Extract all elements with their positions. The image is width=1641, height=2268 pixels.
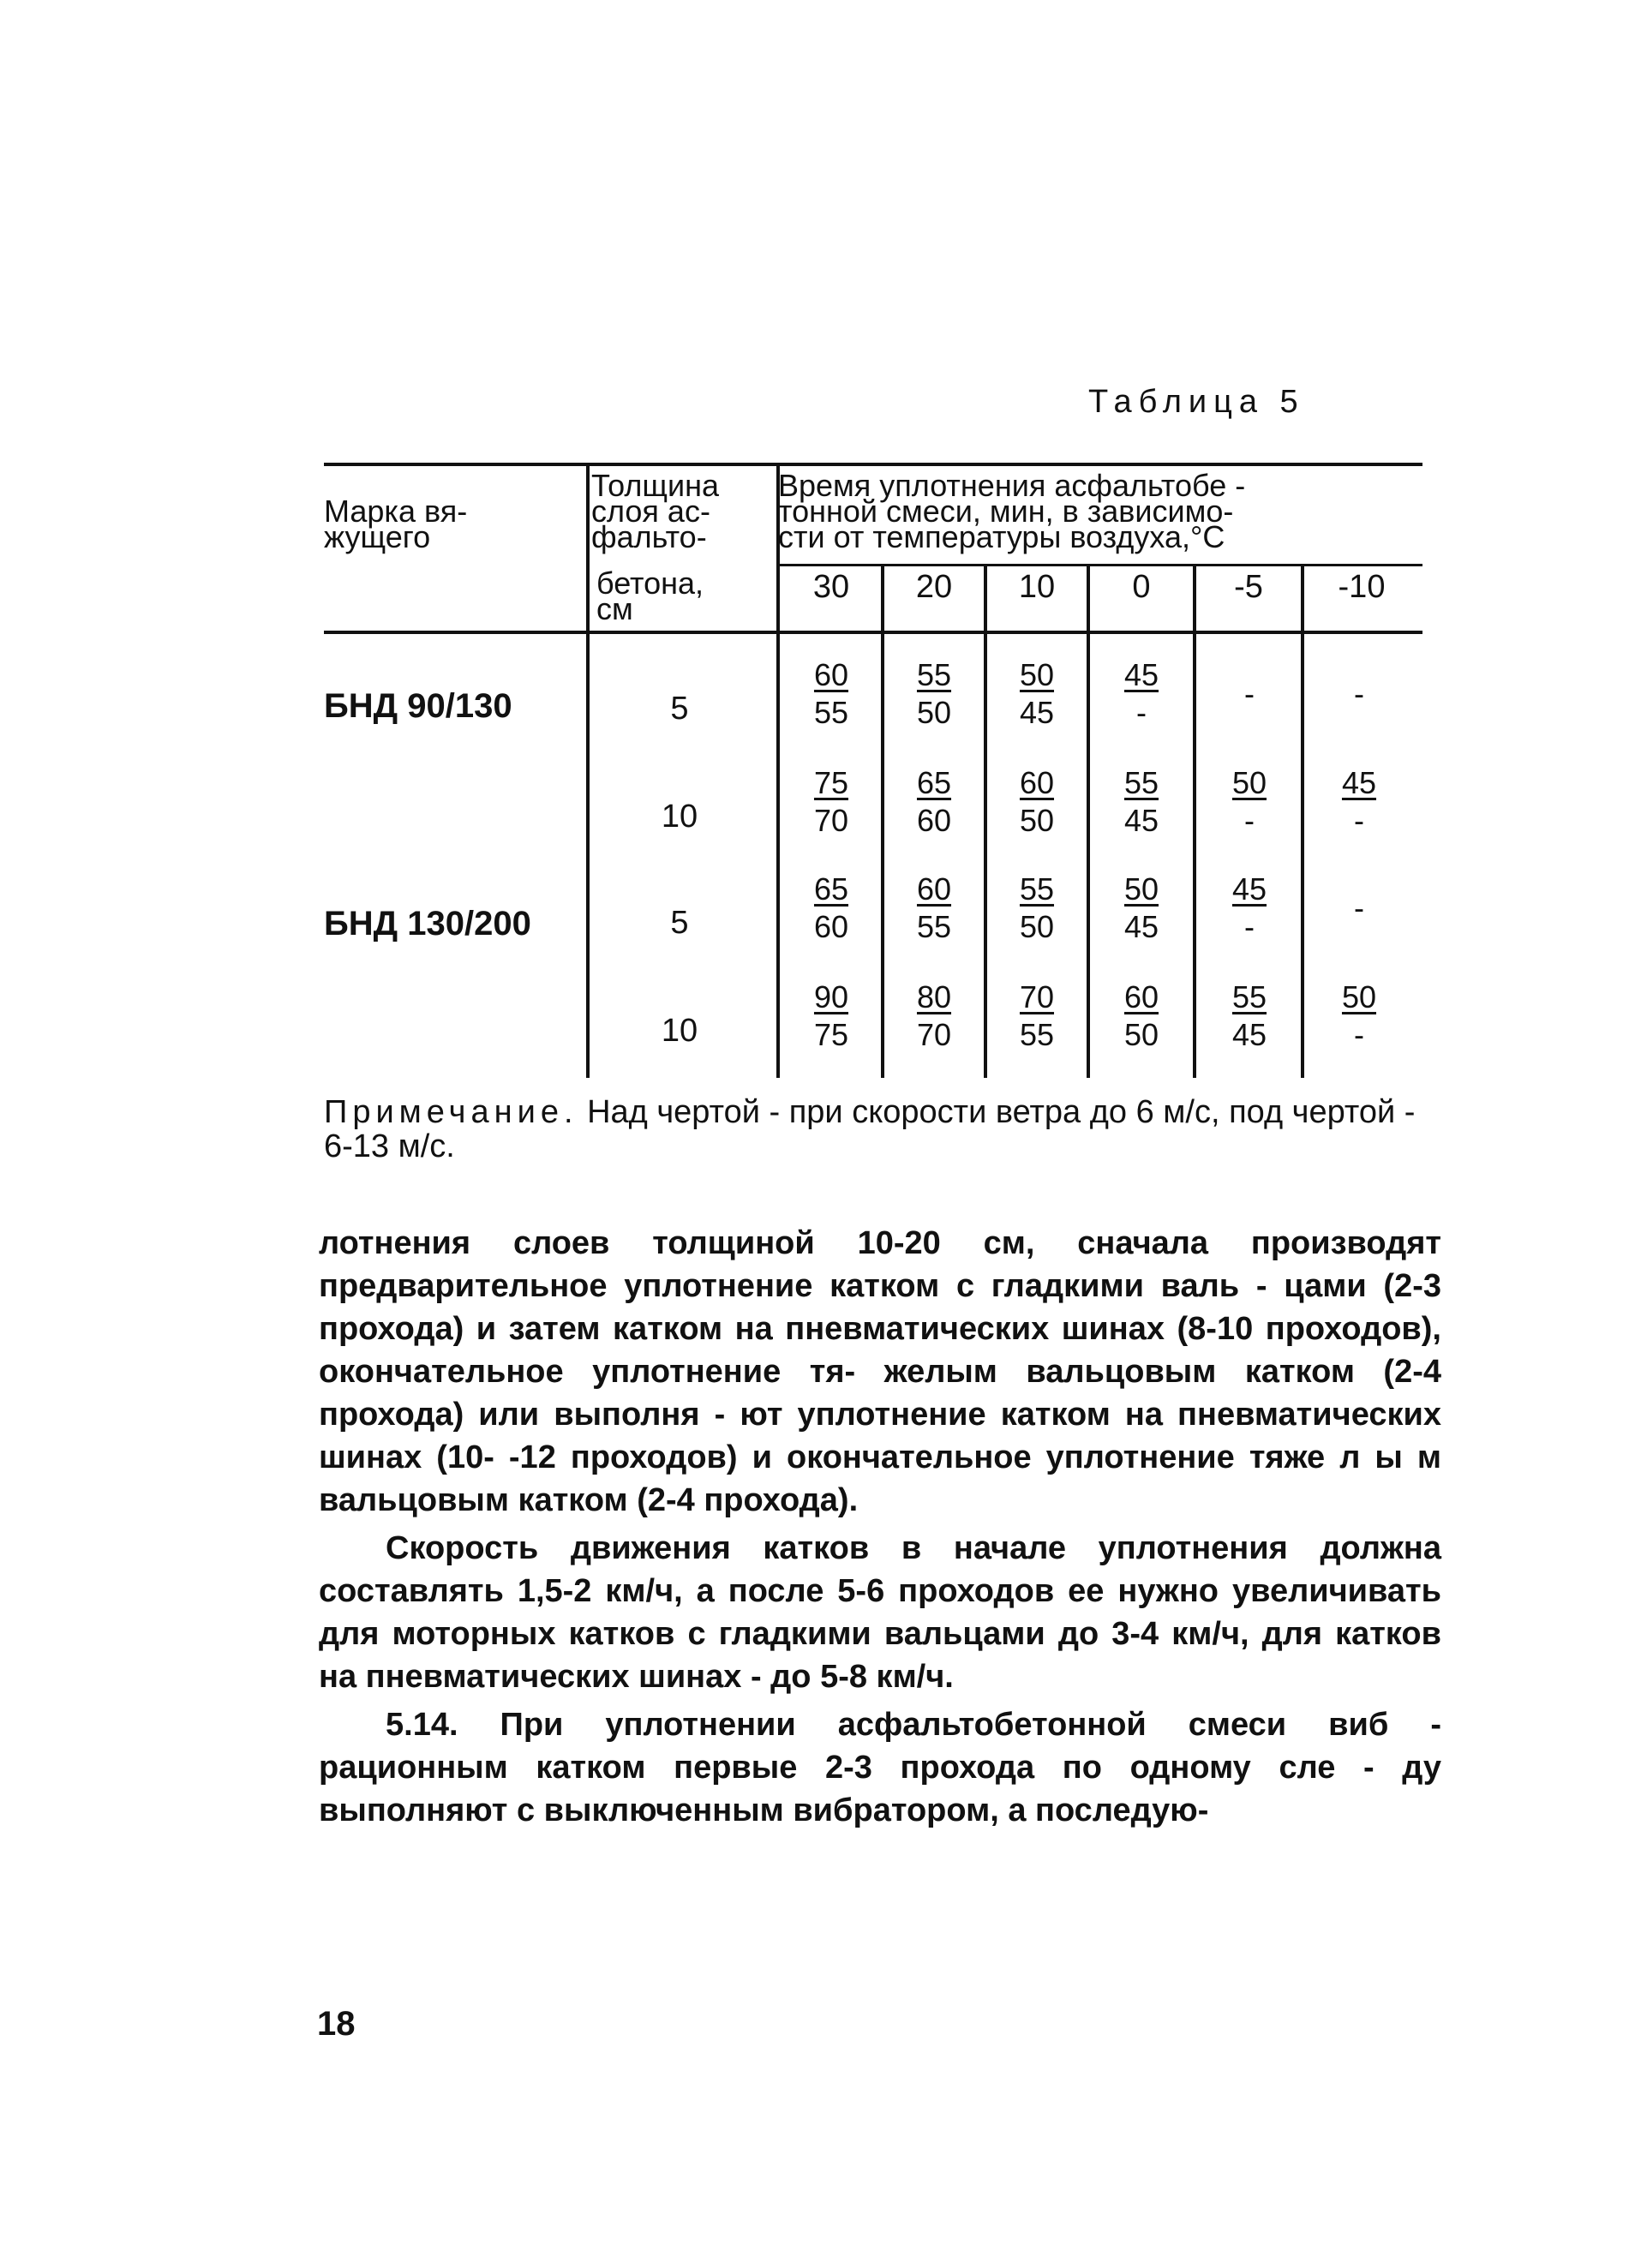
cell-value-above-line: 55 bbox=[1019, 871, 1055, 907]
cell-value-above-line: 70 bbox=[1019, 979, 1055, 1014]
table-cell bbox=[1316, 889, 1402, 927]
table-cell bbox=[1316, 978, 1402, 1054]
table-cell bbox=[1099, 978, 1184, 1054]
table-cell bbox=[1316, 764, 1402, 840]
column-rule bbox=[984, 564, 987, 1078]
cell-value: - bbox=[1354, 890, 1364, 925]
temp-header: 10 bbox=[1018, 569, 1056, 605]
cell-value-above-line: 75 bbox=[813, 765, 849, 800]
cell-value-above-line: 45 bbox=[1231, 871, 1267, 907]
cell-value-below-line: 50 bbox=[1123, 1017, 1159, 1052]
temp-header: -10 bbox=[1338, 569, 1386, 605]
cell-value-below-line: 55 bbox=[1019, 1017, 1055, 1052]
thickness-value: 5 bbox=[670, 691, 689, 727]
cell-value-below-line: - bbox=[1244, 803, 1255, 838]
thickness-value: 5 bbox=[670, 905, 689, 941]
table-cell bbox=[1099, 764, 1184, 840]
cell-value: - bbox=[1244, 676, 1255, 711]
body-text bbox=[319, 1222, 1441, 1837]
cell-value-below-line: 45 bbox=[1123, 803, 1159, 838]
cell-value-above-line: 60 bbox=[1019, 765, 1055, 800]
table-cell bbox=[1207, 764, 1292, 840]
table-cell bbox=[994, 656, 1080, 732]
table-cell bbox=[891, 871, 977, 946]
table-note bbox=[324, 1095, 1429, 1164]
column-rule bbox=[776, 463, 780, 1078]
table-cell bbox=[994, 764, 1080, 840]
header-layer-thickness-unit: бетона, см bbox=[596, 566, 704, 626]
cell-value-below-line: 70 bbox=[813, 803, 849, 838]
cell-value-below-line: - bbox=[1354, 1017, 1364, 1052]
cell-value-below-line: - bbox=[1136, 695, 1147, 730]
binder-grade-label: БНД 90/130 bbox=[324, 687, 512, 725]
cell-value-below-line: - bbox=[1244, 909, 1255, 944]
cell-value-above-line: 65 bbox=[813, 871, 849, 907]
header-binder-grade: Марка вя- жущего bbox=[324, 494, 468, 554]
cell-value-above-line: 50 bbox=[1019, 657, 1055, 692]
note-text: Над чертой - при скорости ветра до 6 м/с, под чертой - 6-13 м/с. bbox=[324, 1094, 1416, 1164]
table-cell bbox=[1207, 675, 1292, 713]
column-rule bbox=[586, 463, 590, 1078]
column-rule bbox=[1301, 564, 1304, 1078]
cell-value-above-line: 50 bbox=[1341, 979, 1377, 1014]
table-cell bbox=[994, 871, 1080, 946]
column-rule bbox=[881, 564, 884, 1078]
header-compaction-time: Время уплотнения асфальтобе - тонной смеси, мин, в зависимо- сти от температуры воздуха,°С bbox=[778, 468, 1246, 554]
cell-value: - bbox=[1354, 676, 1364, 711]
temperature-rule bbox=[780, 564, 1422, 566]
cell-value-below-line: 45 bbox=[1019, 695, 1055, 730]
cell-value-below-line: 50 bbox=[1019, 909, 1055, 944]
thickness-value: 10 bbox=[661, 1013, 698, 1049]
table-cell bbox=[891, 978, 977, 1054]
table-cell bbox=[1207, 978, 1292, 1054]
cell-value-above-line: 60 bbox=[1123, 979, 1159, 1014]
temp-header: 30 bbox=[812, 569, 850, 605]
header-bottom-rule bbox=[324, 631, 1422, 634]
cell-value-above-line: 55 bbox=[916, 657, 952, 692]
page-number: 18 bbox=[317, 2005, 356, 2043]
cell-value-below-line: 55 bbox=[813, 695, 849, 730]
table-cell bbox=[994, 978, 1080, 1054]
table-cell bbox=[788, 871, 874, 946]
note-label: Примечание. bbox=[324, 1094, 578, 1130]
cell-value-below-line: 70 bbox=[916, 1017, 952, 1052]
table-cell bbox=[1099, 871, 1184, 946]
cell-value-below-line: 45 bbox=[1123, 909, 1159, 944]
cell-value-above-line: 55 bbox=[1123, 765, 1159, 800]
paragraph: Скорость движения катков в начале уплотнения должна составлять 1,5-2 км/ч, а после 5-6 проходов ее нужно увеличивать для моторных катков с гладкими вальцами до 3-4 км/ч, для катков на пневматических шинах - до 5-8 км/ч. bbox=[319, 1530, 1441, 1695]
temp-header: 20 bbox=[915, 569, 953, 605]
cell-value-above-line: 45 bbox=[1123, 657, 1159, 692]
thickness-value: 10 bbox=[661, 799, 698, 835]
cell-value-below-line: 75 bbox=[813, 1017, 849, 1052]
cell-value-above-line: 60 bbox=[813, 657, 849, 692]
cell-value-below-line: 50 bbox=[1019, 803, 1055, 838]
cell-value-below-line: 45 bbox=[1231, 1017, 1267, 1052]
cell-value-below-line: 60 bbox=[916, 803, 952, 838]
data-table bbox=[324, 463, 1422, 1080]
binder-grade-label: БНД 130/200 bbox=[324, 905, 531, 943]
table-cell bbox=[1207, 871, 1292, 946]
paragraph: 5.14. При уплотнении асфальтобетонной смеси виб - рационным катком первые 2-3 прохода по одному сле - ду выполняют с выключенным вибратором, а последую- bbox=[319, 1707, 1441, 1828]
cell-value-below-line: 50 bbox=[916, 695, 952, 730]
temp-header: 0 bbox=[1132, 569, 1151, 605]
table-caption: Таблица 5 bbox=[1088, 384, 1305, 420]
temp-header: -5 bbox=[1234, 569, 1263, 605]
table-cell bbox=[1099, 656, 1184, 732]
cell-value-below-line: 55 bbox=[916, 909, 952, 944]
cell-value-above-line: 55 bbox=[1231, 979, 1267, 1014]
paragraph: лотнения слоев толщиной 10-20 см, сначала производят предварительное уплотнение катком с гладкими валь - цами (2-3 прохода) и затем катком на пневматических шинах (8-10 проходов), окончательное уплотнение тя- желым вальцовым катком (2-4 прохода) или выполня - ют уплотнение катком на пневматических шинах (10- -12 проходов) и окончательное уплотнение тяже л ы м вальцовым катком (2-4 прохода). bbox=[319, 1225, 1441, 1518]
column-rule bbox=[1193, 564, 1196, 1078]
cell-value-above-line: 50 bbox=[1123, 871, 1159, 907]
table-cell bbox=[1316, 675, 1402, 713]
cell-value-above-line: 65 bbox=[916, 765, 952, 800]
cell-value-below-line: 60 bbox=[813, 909, 849, 944]
table-cell bbox=[788, 656, 874, 732]
table-top-rule bbox=[324, 463, 1422, 466]
table-cell bbox=[788, 764, 874, 840]
table-cell bbox=[788, 978, 874, 1054]
header-layer-thickness: Толщина слоя ас- фальто- bbox=[591, 468, 720, 554]
column-rule bbox=[1087, 564, 1090, 1078]
cell-value-above-line: 50 bbox=[1231, 765, 1267, 800]
table-cell bbox=[891, 656, 977, 732]
cell-value-above-line: 45 bbox=[1341, 765, 1377, 800]
table-cell bbox=[891, 764, 977, 840]
cell-value-below-line: - bbox=[1354, 803, 1364, 838]
cell-value-above-line: 60 bbox=[916, 871, 952, 907]
cell-value-above-line: 90 bbox=[813, 979, 849, 1014]
cell-value-above-line: 80 bbox=[916, 979, 952, 1014]
